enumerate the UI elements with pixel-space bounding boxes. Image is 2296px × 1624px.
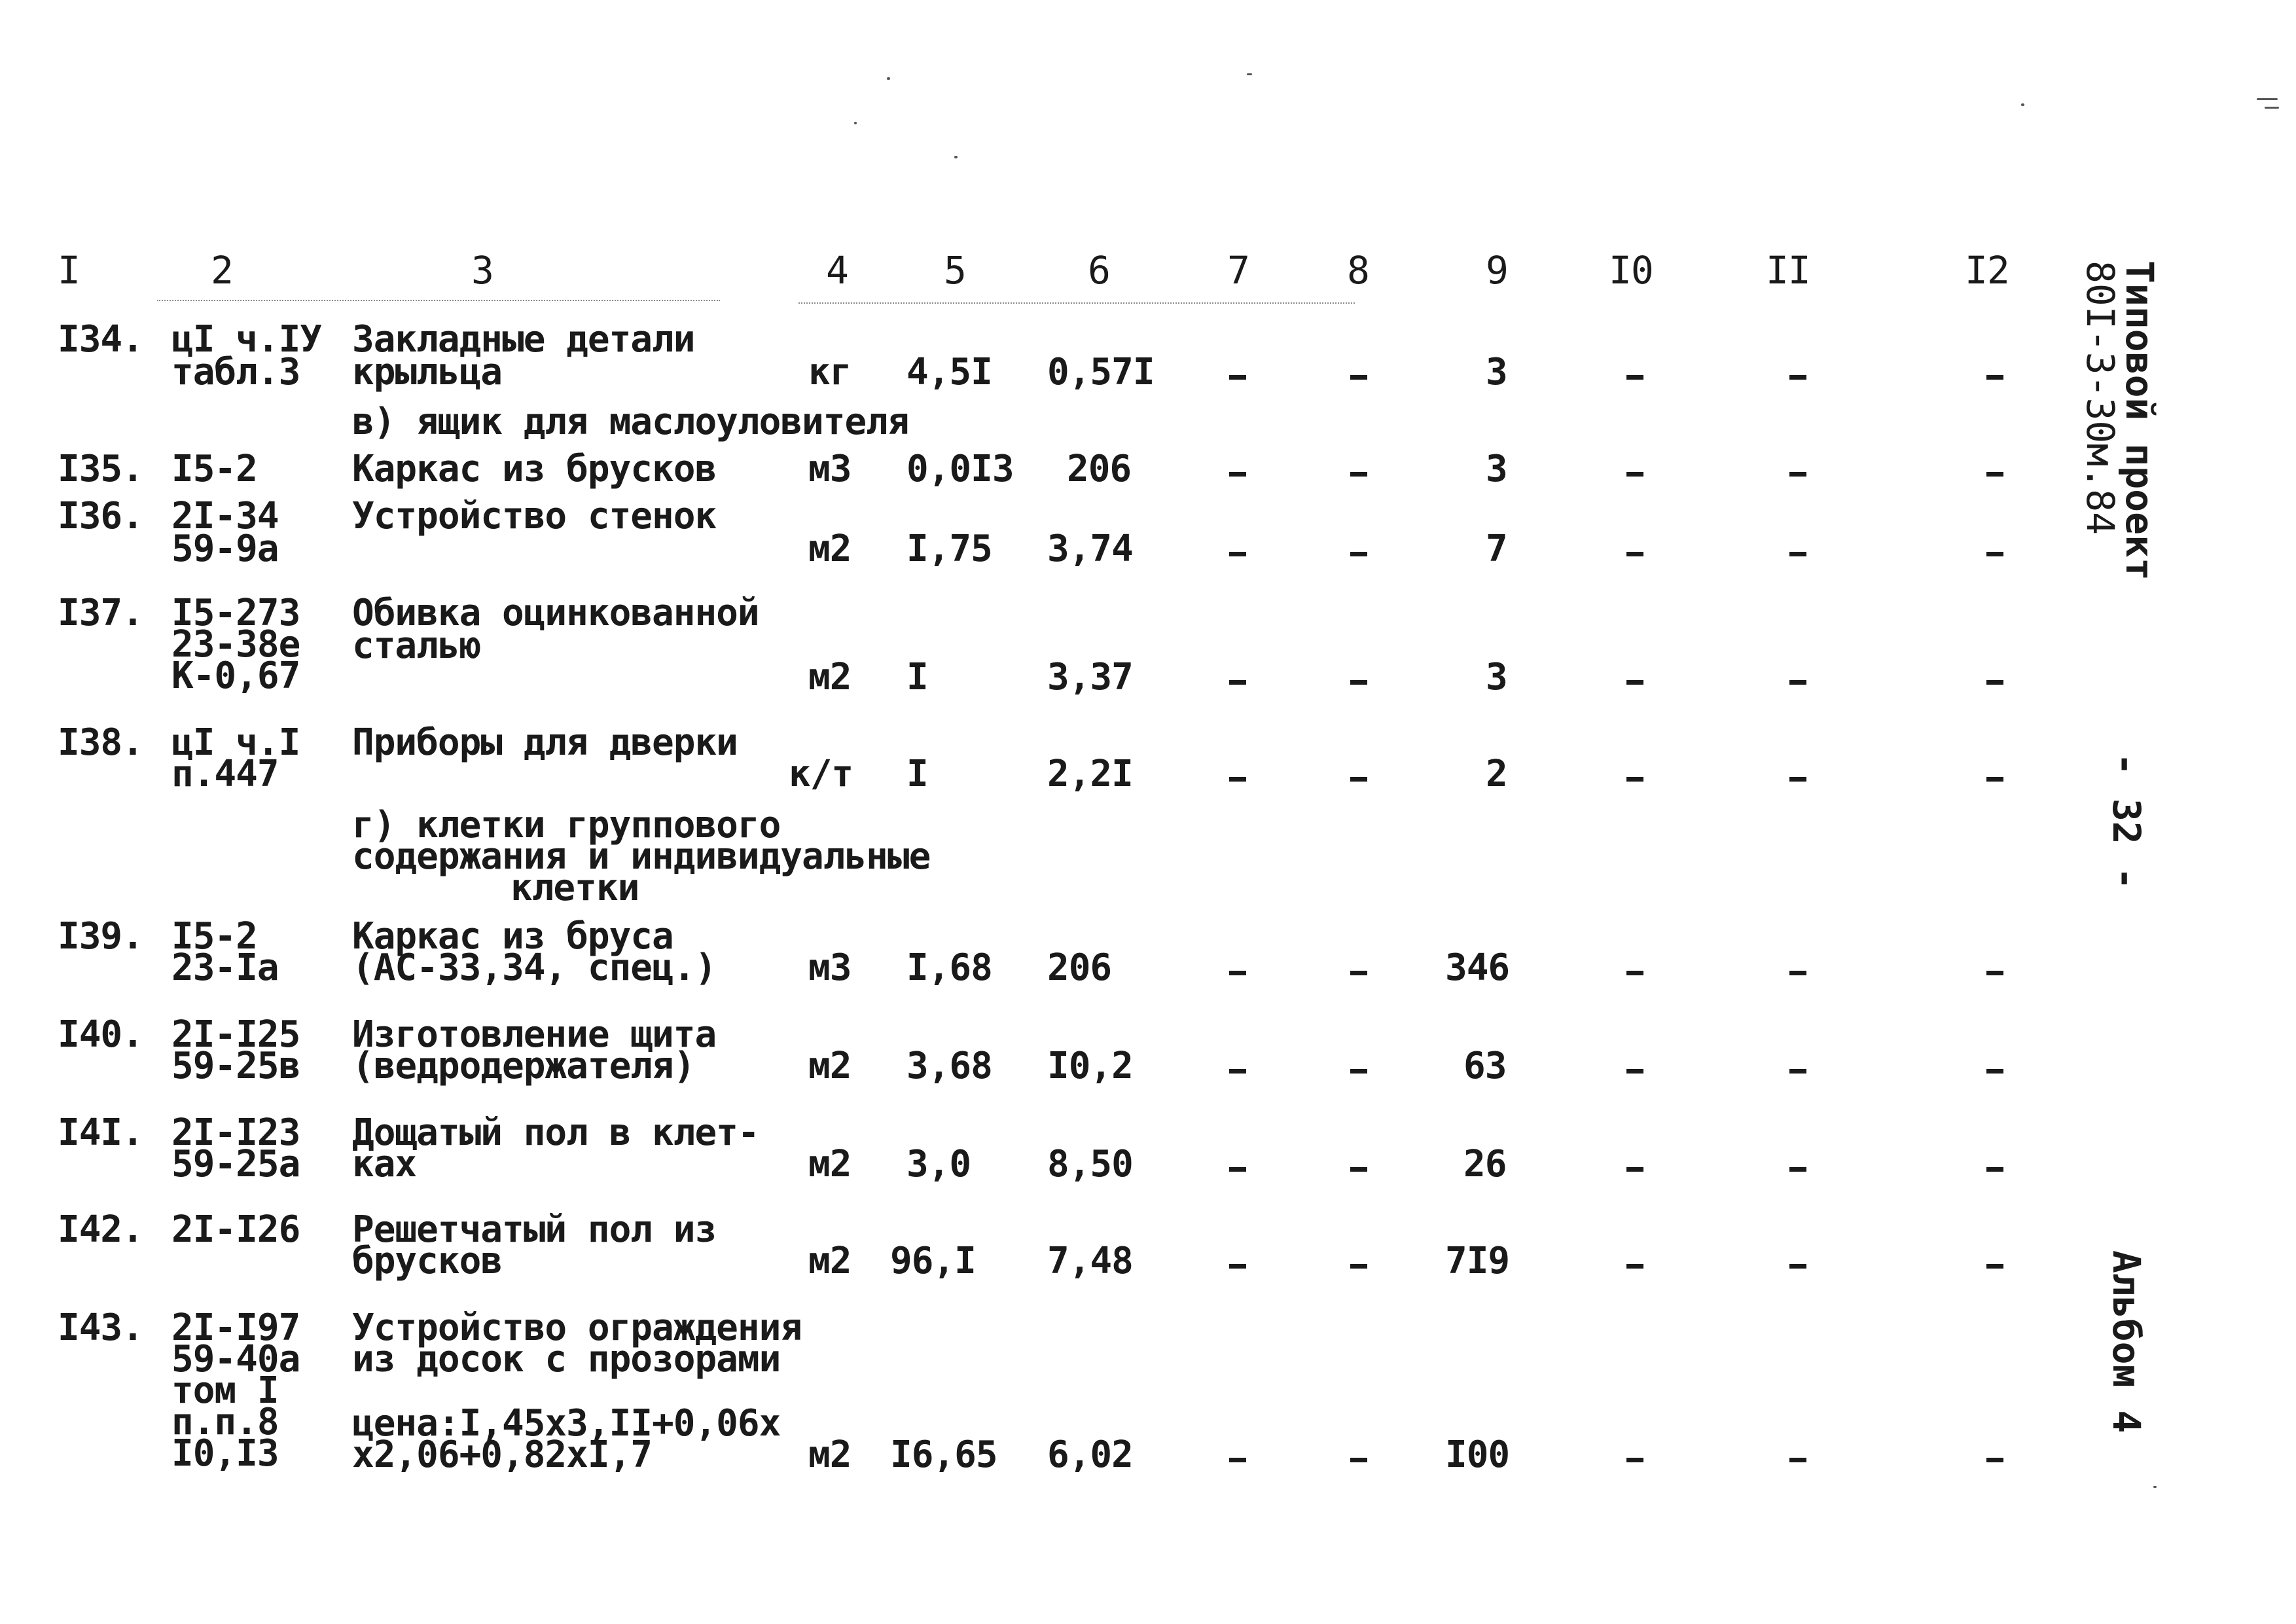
row-col12-dash (1986, 552, 2003, 556)
row-col8-dash (1350, 552, 1367, 556)
row-code: том I (171, 1369, 279, 1412)
scan-speck (2021, 103, 2024, 106)
row-code: 2I-34 (171, 495, 279, 537)
column-header-2: 2 (211, 248, 233, 293)
row-col8-dash (1350, 1167, 1367, 1172)
row-number: I38. (58, 721, 143, 764)
row-name: Решетчатый пол из (352, 1208, 717, 1251)
row-code: 59-25а (171, 1143, 300, 1185)
row-col9: 3 (1486, 656, 1507, 698)
row-code: 59-40а (171, 1338, 300, 1380)
row-col11-dash (1789, 472, 1806, 477)
row-code: 2I-I97 (171, 1307, 300, 1349)
header-rule (798, 302, 1355, 305)
row-col8-dash (1350, 680, 1367, 685)
row-col6: 3,37 (1047, 656, 1133, 698)
column-header-11: II (1766, 248, 1810, 293)
row-col12-dash (1986, 1264, 2003, 1269)
row-code: I5-273 (171, 592, 300, 634)
row-col9: 346 (1445, 947, 1510, 989)
row-unit: м3 (808, 947, 852, 989)
row-col5: I6,65 (890, 1434, 997, 1476)
row-col5: 3,0 (906, 1143, 971, 1185)
row-col10-dash (1626, 1167, 1643, 1172)
section-heading: в) ящик для маслоуловителя (352, 401, 909, 443)
row-col8-dash (1350, 472, 1367, 477)
row-col6: 3,74 (1047, 528, 1133, 570)
row-code: 59-9а (171, 528, 279, 570)
row-col6: 206 (1047, 947, 1112, 989)
row-col12-dash (1986, 680, 2003, 685)
row-unit: м2 (808, 1143, 852, 1185)
row-col6: 0,57I (1047, 351, 1155, 393)
row-col5: I (906, 753, 928, 795)
row-number: I36. (58, 495, 143, 537)
row-col7-dash (1229, 1069, 1246, 1074)
project-code: 80I-3-30м.84 (2078, 261, 2123, 535)
row-name: цена:I,45х3,II+0,06х (352, 1402, 781, 1445)
row-name: Закладные детали (352, 318, 695, 361)
row-col6: 8,50 (1047, 1143, 1133, 1185)
scan-speck (954, 156, 958, 158)
column-header-4: 4 (826, 248, 848, 293)
row-col8-dash (1350, 375, 1367, 380)
row-col6: 2,2I (1047, 753, 1133, 795)
row-code: табл.3 (171, 351, 300, 393)
section-heading: содержания и индивидуальные (352, 835, 931, 878)
row-number: I43. (58, 1307, 143, 1349)
column-header-1: I (58, 248, 80, 293)
row-col6: 6,02 (1047, 1434, 1133, 1476)
column-header-6: 6 (1088, 248, 1110, 293)
row-col7-dash (1229, 1458, 1246, 1462)
row-col10-dash (1626, 1458, 1643, 1462)
column-header-12: I2 (1965, 248, 2009, 293)
scan-speck (2265, 107, 2279, 109)
row-unit: м2 (808, 528, 852, 570)
column-header-8: 8 (1347, 248, 1369, 293)
row-col12-dash (1986, 971, 2003, 975)
row-unit: м2 (808, 656, 852, 698)
row-col12-dash (1986, 1167, 2003, 1172)
row-col10-dash (1626, 472, 1643, 477)
row-number: I34. (58, 318, 143, 361)
row-col9: 2 (1486, 753, 1507, 795)
row-number: I4I. (58, 1111, 143, 1154)
row-name: Устройство стенок (352, 495, 717, 537)
row-col9: 26 (1463, 1143, 1507, 1185)
row-col7-dash (1229, 777, 1246, 782)
row-col12-dash (1986, 472, 2003, 477)
section-heading: г) клетки группового (352, 804, 781, 846)
row-name: Каркас из бруса (352, 915, 673, 958)
scan-speck (887, 77, 890, 80)
row-number: I42. (58, 1208, 143, 1251)
row-col7-dash (1229, 680, 1246, 685)
row-col6: 7,48 (1047, 1240, 1133, 1282)
row-col9: I00 (1445, 1434, 1510, 1476)
row-code: цI ч.IУ (171, 318, 322, 361)
row-col7-dash (1229, 375, 1246, 380)
row-col10-dash (1626, 971, 1643, 975)
row-col10-dash (1626, 552, 1643, 556)
row-col7-dash (1229, 1167, 1246, 1172)
row-name: крыльца (352, 351, 503, 393)
row-col7-dash (1229, 971, 1246, 975)
scan-speck (2153, 1486, 2157, 1488)
scan-speck (2257, 98, 2278, 100)
row-col11-dash (1789, 552, 1806, 556)
row-name: (ведродержателя) (352, 1045, 695, 1087)
header-rule (157, 300, 720, 302)
row-col11-dash (1789, 1264, 1806, 1269)
row-code: 2I-I26 (171, 1208, 300, 1251)
row-col10-dash (1626, 680, 1643, 685)
row-col11-dash (1789, 375, 1806, 380)
row-col9: 63 (1463, 1045, 1507, 1087)
row-unit: м2 (808, 1434, 852, 1476)
row-name: х2,06+0,82хI,7 (352, 1434, 653, 1476)
row-col8-dash (1350, 777, 1367, 782)
row-col9: 7I9 (1445, 1240, 1510, 1282)
row-col5: 0,0I3 (906, 448, 1014, 490)
row-col5: 3,68 (906, 1045, 992, 1087)
row-col12-dash (1986, 1458, 2003, 1462)
row-col7-dash (1229, 1264, 1246, 1269)
row-col11-dash (1789, 777, 1806, 782)
row-unit: м2 (808, 1240, 852, 1282)
row-code: п.447 (171, 753, 279, 795)
row-name: Приборы для дверки (352, 721, 738, 764)
row-col12-dash (1986, 1069, 2003, 1074)
row-col9: 3 (1486, 448, 1507, 490)
row-code: 59-25в (171, 1045, 300, 1087)
row-col8-dash (1350, 1069, 1367, 1074)
page-number: - 32 - (2104, 753, 2149, 890)
row-col6: 206 (1067, 448, 1132, 490)
album-label: Альбом 4 (2104, 1250, 2149, 1434)
row-unit: м3 (808, 448, 852, 490)
row-col9: 3 (1486, 351, 1507, 393)
row-code: I0,I3 (171, 1432, 279, 1475)
row-col11-dash (1789, 1167, 1806, 1172)
row-name: Изготовление щита (352, 1013, 717, 1056)
row-number: I40. (58, 1013, 143, 1056)
section-heading: клетки (511, 867, 639, 909)
project-title: Типовой проект (2117, 261, 2162, 581)
row-code: I5-2 (171, 448, 257, 490)
row-name: Устройство ограждения (352, 1307, 802, 1349)
row-col5: I,68 (906, 947, 992, 989)
row-name: из досок с прозорами (352, 1338, 781, 1380)
column-header-10: I0 (1609, 248, 1653, 293)
row-code: 2I-I25 (171, 1013, 300, 1056)
row-col11-dash (1789, 1069, 1806, 1074)
row-col10-dash (1626, 375, 1643, 380)
row-col8-dash (1350, 1264, 1367, 1269)
row-number: I37. (58, 592, 143, 634)
row-unit: к/т (789, 753, 853, 795)
column-header-7: 7 (1227, 248, 1249, 293)
scan-speck (854, 122, 857, 124)
row-col5: 4,5I (906, 351, 992, 393)
row-name: (АС-33,34, спец.) (352, 947, 717, 989)
row-unit: кг (808, 351, 852, 393)
row-col10-dash (1626, 1069, 1643, 1074)
row-col5: 96,I (890, 1240, 976, 1282)
row-col8-dash (1350, 971, 1367, 975)
row-name: Обивка оцинкованной (352, 592, 759, 634)
row-col11-dash (1789, 971, 1806, 975)
row-number: I39. (58, 915, 143, 958)
row-col6: I0,2 (1047, 1045, 1133, 1087)
column-header-5: 5 (944, 248, 966, 293)
row-code: 2I-I23 (171, 1111, 300, 1154)
row-col10-dash (1626, 1264, 1643, 1269)
column-header-9: 9 (1486, 248, 1508, 293)
row-code: 23-Iа (171, 947, 279, 989)
row-unit: м2 (808, 1045, 852, 1087)
row-col8-dash (1350, 1458, 1367, 1462)
row-code: цI ч.I (171, 721, 300, 764)
row-col10-dash (1626, 777, 1643, 782)
row-code: I5-2 (171, 915, 257, 958)
column-header-3: 3 (471, 248, 493, 293)
row-col7-dash (1229, 552, 1246, 556)
scan-speck (1247, 73, 1252, 75)
row-name: Каркас из брусков (352, 448, 717, 490)
row-col11-dash (1789, 1458, 1806, 1462)
row-number: I35. (58, 448, 143, 490)
row-code: 23-38е (171, 623, 300, 666)
row-col5: I (906, 656, 928, 698)
row-col7-dash (1229, 472, 1246, 477)
row-name: Дощатый пол в клет- (352, 1111, 759, 1154)
row-name: брусков (352, 1240, 503, 1282)
row-col11-dash (1789, 680, 1806, 685)
row-col12-dash (1986, 777, 2003, 782)
row-col5: I,75 (906, 528, 992, 570)
row-col12-dash (1986, 375, 2003, 380)
row-code: К-0,67 (171, 655, 300, 697)
row-name: сталью (352, 624, 481, 667)
row-code: п.п.8 (171, 1401, 279, 1443)
row-name: ках (352, 1143, 417, 1185)
row-col9: 7 (1486, 528, 1507, 570)
